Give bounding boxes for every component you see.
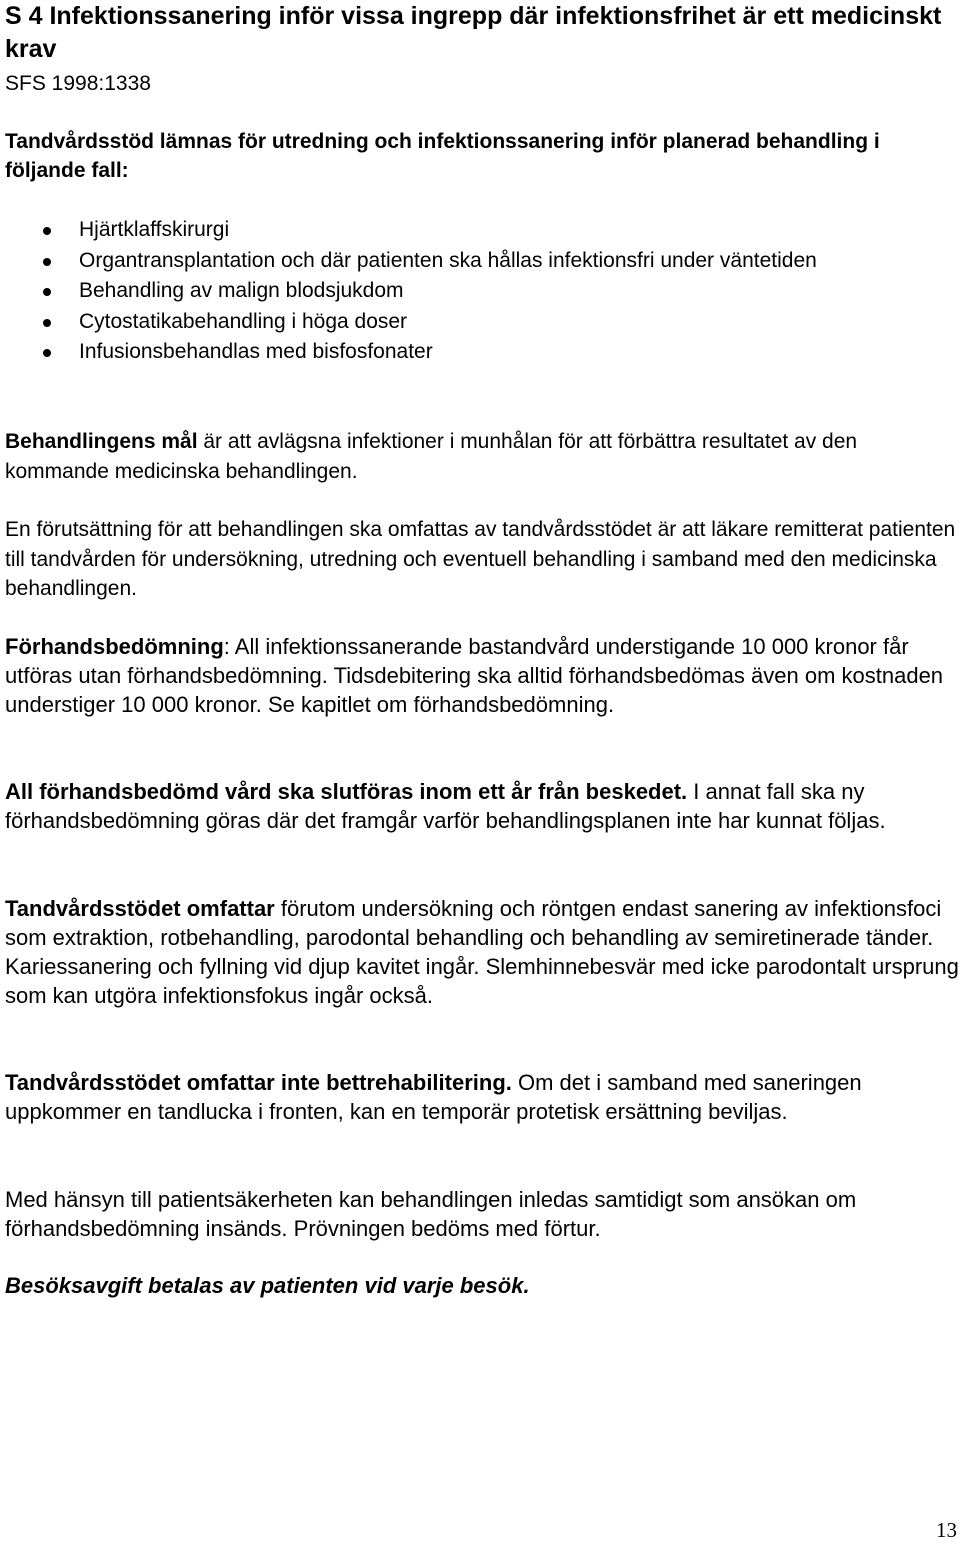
bullet-icon [43,319,51,327]
fee-note: Besöksavgift betalas av patienten vid varje besök. [5,1273,530,1298]
scope-label: Tandvårdsstödet omfattar [5,896,275,921]
bullet-icon [43,258,51,266]
list-item [0,276,879,307]
preassessment-paragraph [5,632,960,719]
completion-text: I annat fall ska ny förhandsbedömning göras där det framgår varför behandlingsplanen inte har kunnat följas. [5,779,886,833]
list-item-text: Infusionsbehandlas med bisfosfonater [79,340,433,363]
list-item [0,307,879,338]
goal-paragraph [5,427,960,486]
intro-text: Tandvårdsstöd lämnas för utredning och infektionssanering inför planerad behandling i följande fall: [5,130,880,182]
page-number: 13 [936,1518,957,1542]
safety-paragraph: Med hänsyn till patientsäkerheten kan behandlingen inledas samtidigt som ansökan om förhandsbedömning insänds. Prövningen bedöms med förtur. [5,1187,857,1241]
bullet-icon [43,288,51,296]
list-item-text: Cytostatikabehandling i höga doser [79,309,408,333]
completion-paragraph [5,777,960,835]
list-item-text: Behandling av malign blodsjukdom [79,279,404,302]
preassessment-text: : All infektionssanerande bastandvård understigande 10 000 kronor får utföras utan förhandsbedömning. Tidsdebitering ska alltid förhandsbedömas även om kostnaden understiger 10 000 kronor. Se kapitlet om förhandsbedömning. [5,634,944,717]
preassessment-label: Förhandsbedömning [5,634,224,659]
bullet-icon [43,227,51,235]
section-heading: S 4 Infektionssanering inför vissa ingrepp där infektionsfrihet är ett medicinskt krav [5,2,942,63]
exclusion-paragraph [5,1068,960,1126]
list-item [0,246,879,277]
bullet-icon [43,349,51,357]
statute-reference: SFS 1998:1338 [5,72,151,95]
exclusion-text: Om det i samband med saneringen uppkommer en tandlucka i fronten, kan en temporär protetisk ersättning beviljas. [5,1070,862,1124]
goal-label: Behandlingens mål [5,430,198,453]
condition-list [0,215,960,368]
prerequisite-paragraph: En förutsättning för att behandlingen ska omfattas av tandvårdsstödet är att läkare remitterat patienten till tandvården för undersökning, utredning och eventuell behandling i samband med den medicinska behandlingen. [5,518,956,600]
list-item-text: Organtransplantation och där patienten ska hållas infektionsfri under väntetiden [79,248,817,272]
scope-text: förutom undersökning och röntgen endast sanering av infektionsfoci som extraktion, rotbehandling, parodontal behandling och behandling av semiretinerade tänder. Kariessanering och fyllning vid djup kavitet ingår. Slemhinnebesvär med icke parodontalt ursprung som kan utgöra infektionsfokus ingår också. [5,896,959,1008]
list-item [0,215,879,246]
list-item-text: Hjärtklaffskirurgi [79,218,230,241]
scope-paragraph [5,894,960,1010]
completion-label: All förhandsbedömd vård ska slutföras inom ett år från beskedet. [5,779,688,804]
exclusion-label: Tandvårdsstödet omfattar inte bettrehabilitering. [5,1070,512,1095]
goal-text: är att avlägsna infektioner i munhålan för att förbättra resultatet av den kommande medicinska behandlingen. [5,430,858,483]
list-item [0,337,879,368]
